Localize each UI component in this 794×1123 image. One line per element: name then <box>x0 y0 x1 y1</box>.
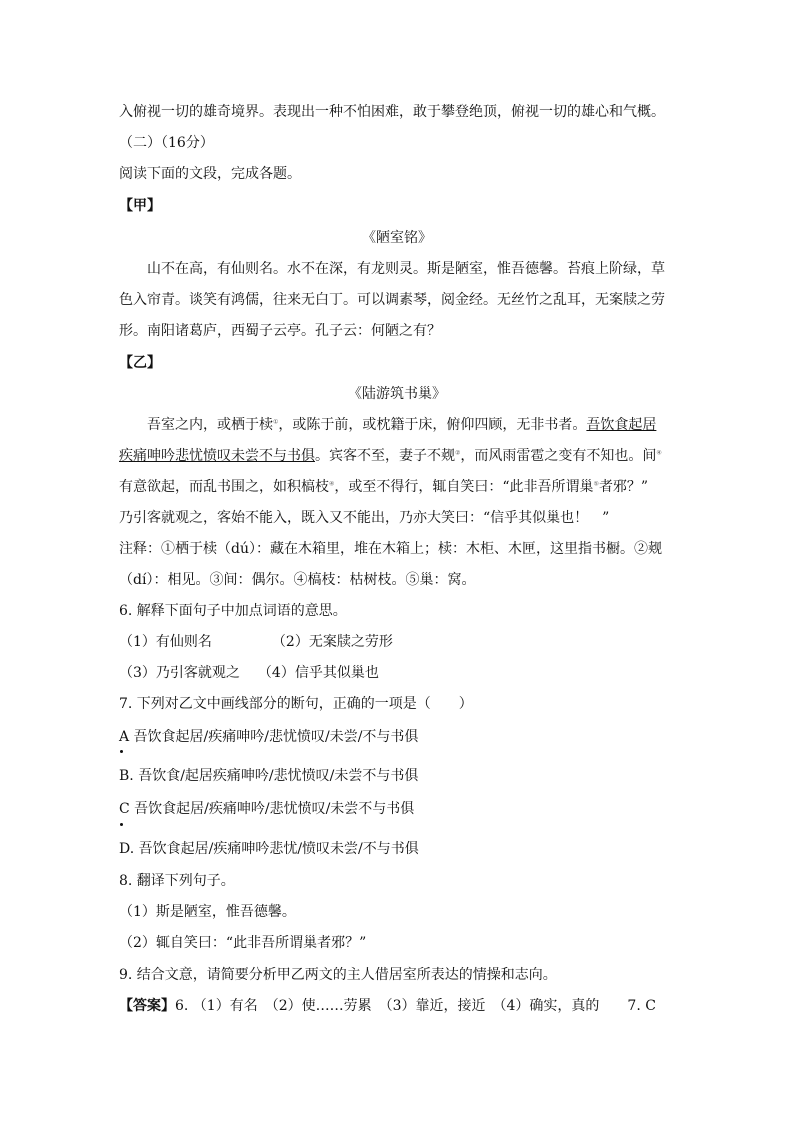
question-6: 6. 解释下面句子中加点词语的意思。 <box>119 603 347 619</box>
answer-label: 【答案】 <box>119 998 175 1014</box>
option-c: C 吾饮食起居/疾痛呻吟/悲忧愤叹/未尝不与书俱 <box>119 801 415 817</box>
item-3: （3）乃引客就观之 <box>119 665 240 681</box>
passage-line: 色入帘青。谈笑有鸿儒，往来无白丁。可以调素琴，阅金经。无丝竹之乱耳，无案牍之劳 <box>119 292 665 308</box>
item-2: （2）无案牍之劳形 <box>271 634 393 650</box>
option-a: A 吾饮食起居/疾痛呻吟/悲忧愤叹/未尝/不与书俱 <box>119 729 419 745</box>
question-6-items <box>119 632 679 652</box>
answer-line <box>119 996 679 1016</box>
passage-line <box>147 415 707 435</box>
option-dot <box>120 750 123 753</box>
text-span: 有意欲起，而乱书围之，如积槁枝 <box>119 479 329 495</box>
passage-line <box>119 477 679 497</box>
text-span: ，而风雨雷雹之变有不知也。间 <box>460 448 657 464</box>
footnote-marker: ② <box>455 449 461 457</box>
passage-line <box>119 446 679 466</box>
footnote-marker: ④ <box>656 449 662 457</box>
footnote-marker: ① <box>273 418 279 426</box>
annotation-line: （dí）：相见。③间：偶尔。④槁枝：枯树枝。⑤巢：窝。 <box>119 572 476 588</box>
text-span: 吾室之内，或栖于椟 <box>147 417 273 433</box>
text-span: 。宾客不至，妻子不觌 <box>315 448 455 464</box>
section-heading: （二）（16分） <box>119 135 214 151</box>
title-text: 《陋室铭》 <box>362 230 432 246</box>
passage-label-jia: 【甲】 <box>119 198 161 214</box>
question-8: 8. 翻译下列句子。 <box>119 873 235 889</box>
question-8-item: （2）辄自笑曰：“此非吾所谓巢者邪？” <box>119 935 367 951</box>
footnote-marker: ⑤ <box>593 480 599 488</box>
passage-line: 乃引客就观之，客始不能入，既入又不能出，乃亦大笑曰：“信乎其似巢也！ ” <box>119 510 610 526</box>
underlined-text: 吾饮食起居 <box>586 417 657 433</box>
option-d: D. 吾饮食起居/疾痛呻吟悲忧/愤叹未尝/不与书俱 <box>119 841 419 857</box>
passage-title-yi <box>0 384 794 404</box>
answer-text: 6. （1）有名 （2）使……劳累 （3）靠近，接近 （4）确实，真的 7. C <box>175 998 656 1014</box>
text-span: ，或至不得行，辄自笑曰：“此非吾所谓巢 <box>334 479 594 495</box>
passage-title-jia <box>0 228 794 248</box>
question-9: 9. 结合文意，请简要分析甲乙两文的主人借居室所表达的情操和志向。 <box>119 967 557 983</box>
footnote-marker: ④ <box>329 480 335 488</box>
item-1: （1）有仙则名 <box>119 634 212 650</box>
item-4: （4）信乎其似巢也 <box>257 665 379 681</box>
instruction-line: 阅读下面的文段，完成各题。 <box>119 166 301 182</box>
underlined-text: 疾痛呻吟悲忧愤叹未尝不与书俱 <box>119 448 315 464</box>
text-span: ，或陈于前，或枕籍于床，俯仰四顾，无非书者。 <box>278 417 587 433</box>
question-7: 7. 下列对乙文中画线部分的断句，正确的一项是（ ） <box>119 696 473 712</box>
passage-line: 山不在高，有仙则名。水不在深，有龙则灵。斯是陋室，惟吾德馨。苔痕上阶绿，草 <box>147 261 665 277</box>
text-line: 入俯视一切的雄奇境界。表现出一种不怕困难，敢于攀登绝顶，俯视一切的雄心和气概。 <box>119 104 665 120</box>
option-dot <box>120 823 123 826</box>
passage-line: 形。南阳诸葛庐，西蜀子云亭。孔子云：何陋之有？ <box>119 323 441 339</box>
annotation-line: 注释：①栖于椟（dú）：藏在木箱里，堆在木箱上；椟：木柜、木匣，这里指书橱。②觌 <box>119 541 662 557</box>
title-text: 《陆游筑书巢》 <box>348 386 446 402</box>
text-span: 者邪？” <box>598 479 649 495</box>
passage-label-yi: 【乙】 <box>119 355 161 371</box>
question-6-items <box>119 663 679 683</box>
option-b: B. 吾饮食/起居疾痛呻吟/悲忧愤叹/未尝不与书俱 <box>119 768 419 784</box>
question-8-item: （1）斯是陋室，惟吾德馨。 <box>119 904 296 920</box>
